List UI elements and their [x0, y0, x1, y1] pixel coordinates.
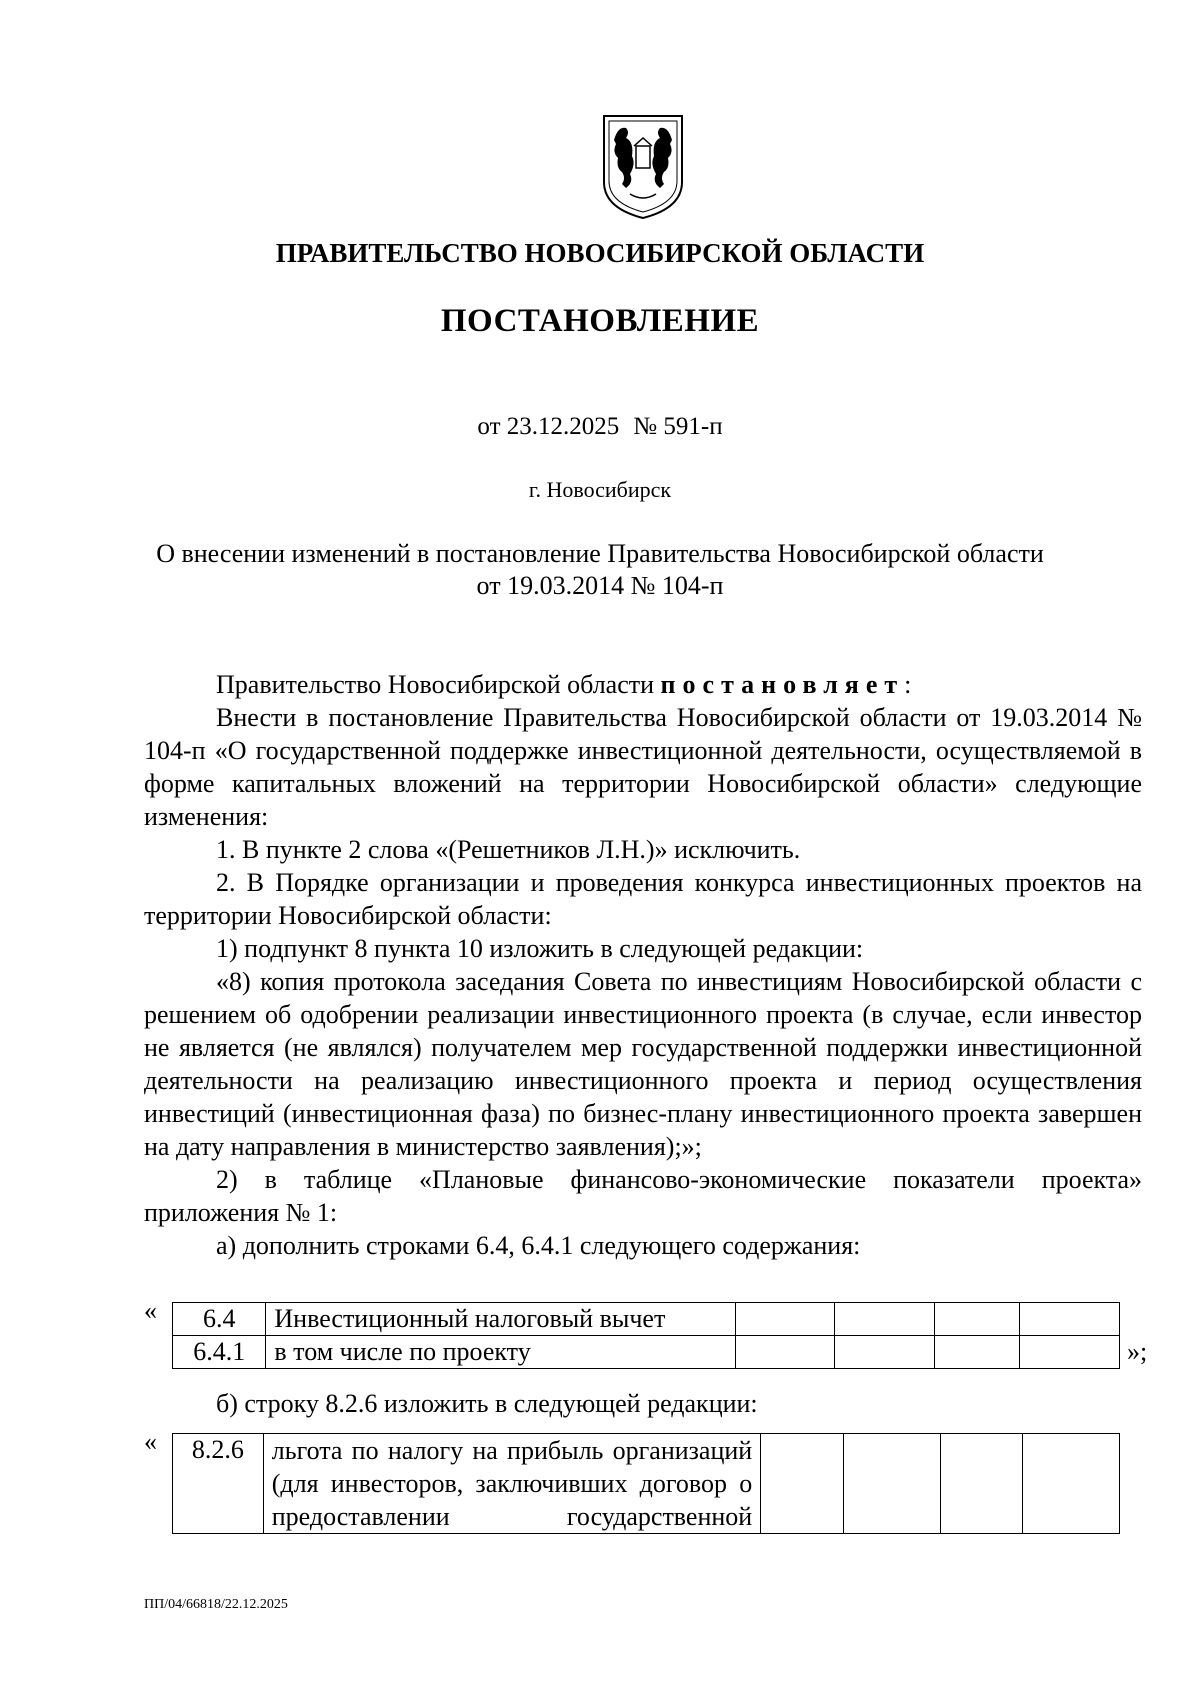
- main-amendment-paragraph: Внести в постановление Правительства Новосибирской области от 19.03.2014 № 104-п «О государственной поддержке инвестиционной деятельности, осуществляемой в форме капитальных вложений на территории Новосибирской области» следующие изменения:: [144, 703, 1142, 831]
- intro-paragraph: Правительство Новосибирской области постановляет:: [216, 670, 912, 699]
- table-rows-6-4: [172, 1302, 1120, 1369]
- coat-of-arms-emblem: [600, 112, 686, 222]
- subject-line-2: от 19.03.2014 № 104-п: [476, 571, 724, 600]
- table-row: [173, 1434, 1120, 1534]
- table1-close-quote: »;: [1127, 1337, 1148, 1366]
- government-name: ПРАВИТЕЛЬСТВО НОВОСИБИРСКОЙ ОБЛАСТИ: [275, 238, 925, 268]
- table-row: [173, 1336, 1120, 1369]
- item-1: 1. В пункте 2 слова «(Решетников Л.Н.)» исключить.: [216, 835, 801, 864]
- row-text: льгота по налогу на прибыль организаций (для инвесторов, заключивших договор о предоставлении государственной: [263, 1434, 760, 1534]
- row-text: в том числе по проекту: [266, 1336, 735, 1369]
- row-number: 6.4.1: [173, 1336, 266, 1369]
- document-number: № 591-п: [633, 413, 723, 440]
- item-2: 2. В Порядке организации и проведения конкурса инвестиционных проектов на территории Новосибирской области:: [144, 868, 1142, 930]
- resolution-verb: постановляет: [660, 670, 905, 699]
- row-number: 6.4: [173, 1303, 266, 1336]
- subitem-2: 2) в таблице «Плановые финансово-экономические показатели проекта» приложения № 1:: [144, 1165, 1142, 1227]
- row-text: Инвестиционный налоговый вычет: [266, 1303, 735, 1336]
- table2-open-quote: «: [144, 1427, 157, 1456]
- document-body: [144, 668, 1142, 1262]
- subitem-1: 1) подпункт 8 пункта 10 изложить в следующей редакции:: [216, 934, 864, 963]
- table-row: [173, 1303, 1120, 1336]
- row-number: 8.2.6: [173, 1434, 264, 1534]
- subitem-2a: а) дополнить строками 6.4, 6.4.1 следующего содержания:: [216, 1231, 861, 1260]
- quoted-subparagraph-8: «8) копия протокола заседания Совета по инвестициям Новосибирской области с решением об одобрении реализации инвестиционного проекта (в случае, если инвестор не является (не являлся) получателем мер государственной поддержки инвестиционной деятельности на реализацию инвестиционного проекта и период осуществления инвестиций (инвестиционная фаза) по бизнес-плану инвестиционного проекта завершен на дату направления в министерство заявления);»;: [144, 967, 1142, 1161]
- subject-line-1: О внесении изменений в постановление Правительства Новосибирской области: [156, 539, 1044, 568]
- table-row-8-2-6: [172, 1433, 1120, 1534]
- document-city: г. Новосибирск: [528, 477, 672, 502]
- document-body-cont: [144, 1387, 1142, 1420]
- table1-open-quote: «: [144, 1296, 157, 1325]
- document-subject: [0, 538, 1200, 602]
- document-date-number: [0, 413, 1200, 441]
- document-date: от 23.12.2025: [477, 413, 620, 440]
- document-type-title: ПОСТАНОВЛЕНИЕ: [440, 303, 760, 339]
- document-footer-code: ПП/04/66818/22.12.2025: [144, 1597, 288, 1612]
- subitem-2b: б) строку 8.2.6 изложить в следующей редакции:: [216, 1389, 758, 1418]
